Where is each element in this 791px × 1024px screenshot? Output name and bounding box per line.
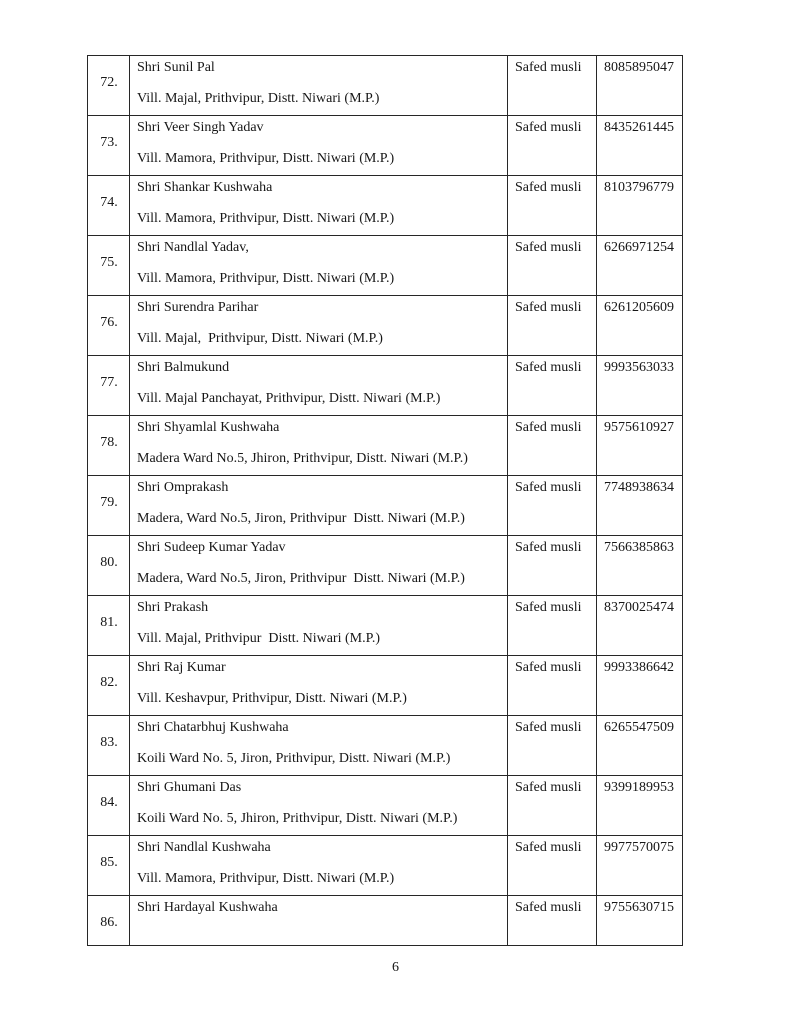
crop-cell <box>508 896 597 946</box>
phone-number: 9575610927 <box>604 420 674 435</box>
person-name: Shri Surendra Parihar <box>137 300 259 315</box>
crop-name: Safed musli <box>515 780 582 795</box>
crop-name: Safed musli <box>515 120 582 135</box>
name-address-cell <box>130 536 508 596</box>
serial-number: 80. <box>100 555 118 570</box>
crop-cell <box>508 296 597 356</box>
serial-number: 77. <box>100 375 118 390</box>
person-address: Koili Ward No. 5, Jhiron, Prithvipur, Distt. Niwari (M.P.) <box>137 811 458 826</box>
crop-name: Safed musli <box>515 360 582 375</box>
person-address: Vill. Mamora, Prithvipur, Distt. Niwari (M.P.) <box>137 211 395 226</box>
serial-cell <box>88 476 130 536</box>
table-row <box>88 296 683 356</box>
crop-name: Safed musli <box>515 240 582 255</box>
serial-cell <box>88 776 130 836</box>
serial-number: 76. <box>100 315 118 330</box>
phone-cell <box>597 236 683 296</box>
crop-cell <box>508 176 597 236</box>
phone-number: 9399189953 <box>604 780 674 795</box>
serial-number: 83. <box>100 735 118 750</box>
person-name: Shri Nandlal Kushwaha <box>137 840 271 855</box>
person-name: Shri Raj Kumar <box>137 660 226 675</box>
page-footer <box>0 960 791 976</box>
person-name: Shri Sunil Pal <box>137 60 215 75</box>
person-address: Koili Ward No. 5, Jiron, Prithvipur, Distt. Niwari (M.P.) <box>137 751 451 766</box>
crop-name: Safed musli <box>515 900 582 915</box>
serial-cell <box>88 536 130 596</box>
table-row <box>88 536 683 596</box>
table-row <box>88 896 683 946</box>
table-row <box>88 776 683 836</box>
crop-cell <box>508 116 597 176</box>
phone-cell <box>597 896 683 946</box>
person-address: Vill. Majal, Prithvipur Distt. Niwari (M.P.) <box>137 631 380 646</box>
phone-cell <box>597 116 683 176</box>
person-address: Vill. Majal Panchayat, Prithvipur, Distt. Niwari (M.P.) <box>137 391 441 406</box>
phone-cell <box>597 656 683 716</box>
name-address-cell <box>130 716 508 776</box>
phone-number: 7566385863 <box>604 540 674 555</box>
crop-cell <box>508 356 597 416</box>
person-address: Vill. Keshavpur, Prithvipur, Distt. Niwari (M.P.) <box>137 691 407 706</box>
person-address: Vill. Mamora, Prithvipur, Distt. Niwari (M.P.) <box>137 871 395 886</box>
serial-cell <box>88 56 130 116</box>
person-address: Vill. Majal, Prithvipur, Distt. Niwari (M.P.) <box>137 331 383 346</box>
phone-number: 6265547509 <box>604 720 674 735</box>
phone-number: 6266971254 <box>604 240 674 255</box>
serial-cell <box>88 416 130 476</box>
serial-cell <box>88 896 130 946</box>
page-number: 6 <box>392 960 399 975</box>
person-name: Shri Shankar Kushwaha <box>137 180 273 195</box>
table-row <box>88 416 683 476</box>
phone-number: 9993563033 <box>604 360 674 375</box>
person-name: Shri Ghumani Das <box>137 780 242 795</box>
person-address: Madera, Ward No.5, Jiron, Prithvipur Distt. Niwari (M.P.) <box>137 571 465 586</box>
crop-name: Safed musli <box>515 420 582 435</box>
name-address-cell <box>130 896 508 946</box>
person-name: Shri Shyamlal Kushwaha <box>137 420 280 435</box>
name-address-cell <box>130 116 508 176</box>
crop-cell <box>508 476 597 536</box>
phone-number: 7748938634 <box>604 480 674 495</box>
person-address: Vill. Mamora, Prithvipur, Distt. Niwari (M.P.) <box>137 271 395 286</box>
serial-cell <box>88 656 130 716</box>
phone-cell <box>597 296 683 356</box>
phone-cell <box>597 536 683 596</box>
serial-number: 74. <box>100 195 118 210</box>
crop-cell <box>508 836 597 896</box>
serial-cell <box>88 296 130 356</box>
person-name: Shri Nandlal Yadav, <box>137 240 249 255</box>
person-address: Madera, Ward No.5, Jiron, Prithvipur Distt. Niwari (M.P.) <box>137 511 465 526</box>
serial-number: 84. <box>100 795 118 810</box>
name-address-cell <box>130 296 508 356</box>
person-name: Shri Omprakash <box>137 480 229 495</box>
serial-number: 75. <box>100 255 118 270</box>
phone-cell <box>597 176 683 236</box>
serial-number: 79. <box>100 495 118 510</box>
crop-cell <box>508 776 597 836</box>
phone-cell <box>597 476 683 536</box>
serial-cell <box>88 836 130 896</box>
crop-name: Safed musli <box>515 300 582 315</box>
records-table <box>87 55 683 946</box>
serial-number: 73. <box>100 135 118 150</box>
crop-cell <box>508 596 597 656</box>
person-name: Shri Veer Singh Yadav <box>137 120 264 135</box>
name-address-cell <box>130 656 508 716</box>
name-address-cell <box>130 836 508 896</box>
table-row <box>88 716 683 776</box>
table-row <box>88 656 683 716</box>
person-name: Shri Sudeep Kumar Yadav <box>137 540 286 555</box>
person-name: Shri Hardayal Kushwaha <box>137 900 278 915</box>
phone-number: 9977570075 <box>604 840 674 855</box>
table-row <box>88 176 683 236</box>
phone-number: 9755630715 <box>604 900 674 915</box>
table-row <box>88 596 683 656</box>
crop-name: Safed musli <box>515 600 582 615</box>
phone-cell <box>597 356 683 416</box>
name-address-cell <box>130 476 508 536</box>
crop-name: Safed musli <box>515 660 582 675</box>
serial-number: 72. <box>100 75 118 90</box>
person-name: Shri Balmukund <box>137 360 230 375</box>
table-row <box>88 56 683 116</box>
name-address-cell <box>130 56 508 116</box>
person-name: Shri Chatarbhuj Kushwaha <box>137 720 289 735</box>
name-address-cell <box>130 176 508 236</box>
serial-cell <box>88 236 130 296</box>
name-address-cell <box>130 776 508 836</box>
phone-number: 9993386642 <box>604 660 674 675</box>
crop-cell <box>508 536 597 596</box>
table-row <box>88 116 683 176</box>
person-address: Madera Ward No.5, Jhiron, Prithvipur, Distt. Niwari (M.P.) <box>137 451 468 466</box>
table-row <box>88 356 683 416</box>
serial-number: 85. <box>100 855 118 870</box>
crop-cell <box>508 236 597 296</box>
phone-number: 8103796779 <box>604 180 674 195</box>
name-address-cell <box>130 596 508 656</box>
person-address: Vill. Majal, Prithvipur, Distt. Niwari (M.P.) <box>137 91 380 106</box>
crop-name: Safed musli <box>515 480 582 495</box>
table-row <box>88 476 683 536</box>
phone-cell <box>597 716 683 776</box>
crop-cell <box>508 416 597 476</box>
phone-number: 6261205609 <box>604 300 674 315</box>
crop-name: Safed musli <box>515 720 582 735</box>
phone-number: 8435261445 <box>604 120 674 135</box>
phone-cell <box>597 836 683 896</box>
name-address-cell <box>130 356 508 416</box>
table-row <box>88 836 683 896</box>
serial-number: 81. <box>100 615 118 630</box>
crop-cell <box>508 56 597 116</box>
serial-number: 86. <box>100 915 118 930</box>
person-address: Vill. Mamora, Prithvipur, Distt. Niwari (M.P.) <box>137 151 395 166</box>
crop-name: Safed musli <box>515 60 582 75</box>
phone-cell <box>597 56 683 116</box>
table-row <box>88 236 683 296</box>
crop-cell <box>508 716 597 776</box>
serial-number: 78. <box>100 435 118 450</box>
crop-name: Safed musli <box>515 840 582 855</box>
serial-cell <box>88 356 130 416</box>
person-name: Shri Prakash <box>137 600 209 615</box>
serial-number: 82. <box>100 675 118 690</box>
crop-name: Safed musli <box>515 180 582 195</box>
serial-cell <box>88 116 130 176</box>
crop-cell <box>508 656 597 716</box>
serial-cell <box>88 716 130 776</box>
name-address-cell <box>130 236 508 296</box>
phone-cell <box>597 416 683 476</box>
records-table-body <box>88 56 683 946</box>
name-address-cell <box>130 416 508 476</box>
crop-name: Safed musli <box>515 540 582 555</box>
phone-number: 8370025474 <box>604 600 674 615</box>
phone-number: 8085895047 <box>604 60 674 75</box>
serial-cell <box>88 596 130 656</box>
serial-cell <box>88 176 130 236</box>
phone-cell <box>597 776 683 836</box>
phone-cell <box>597 596 683 656</box>
